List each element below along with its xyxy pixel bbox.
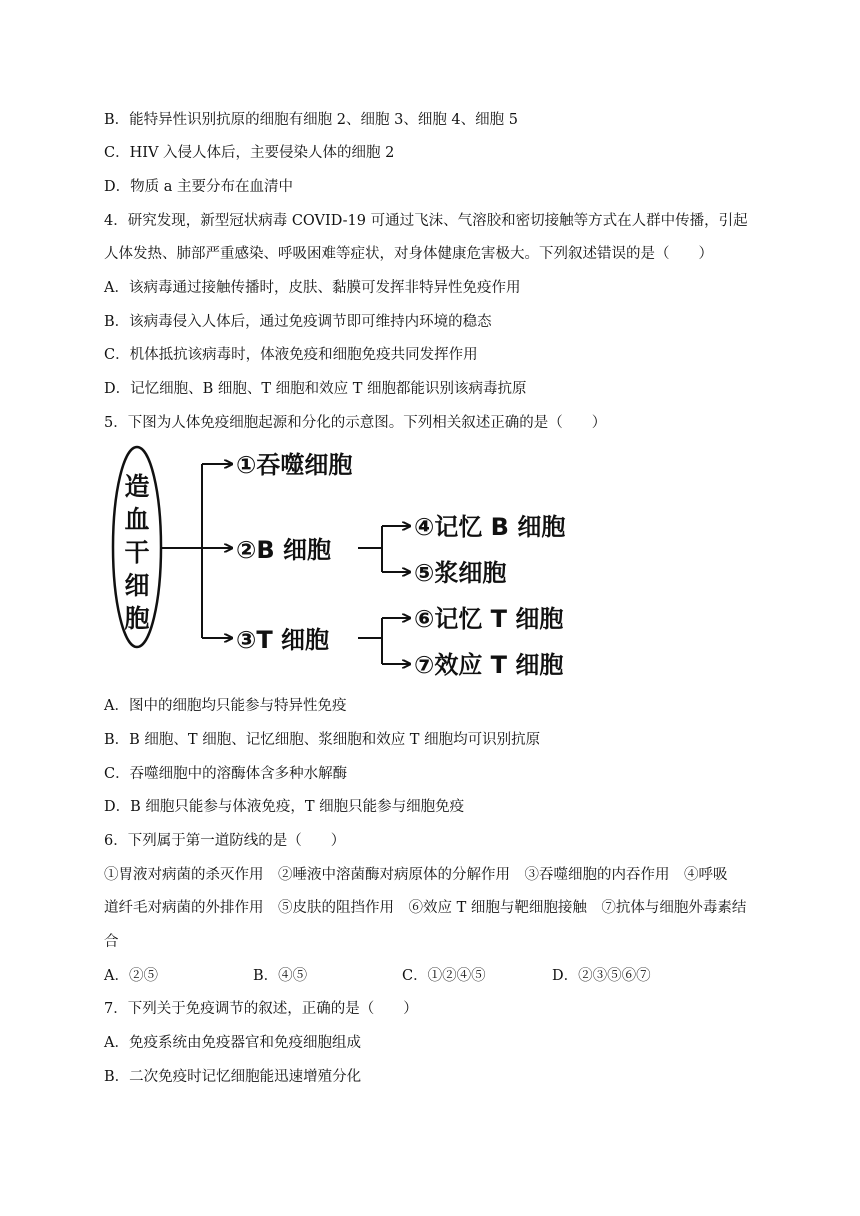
node-effector-t-cell: ⑦效应 T 细胞 <box>414 651 564 679</box>
q6-stem: 6．下列属于第一道防线的是（ ） <box>104 833 346 849</box>
q5-option-a: A．图中的细胞均只能参与特异性免疫 <box>104 698 347 714</box>
node-phagocyte: ①吞噬细胞 <box>236 451 353 479</box>
q6-items-line3: 合 <box>104 934 119 950</box>
b-cell-branch-connectors <box>358 526 410 572</box>
q4-option-c: C．机体抵抗该病毒时，体液免疫和细胞免疫共同发挥作用 <box>104 347 478 363</box>
t-cell-branch-connectors <box>358 618 410 664</box>
q5-option-c: C．吞噬细胞中的溶酶体含多种水解酶 <box>104 766 348 782</box>
q3-option-b: B．能特异性识别抗原的细胞有细胞 2、细胞 3、细胞 4、细胞 5 <box>104 112 518 128</box>
q5-stem: 5．下图为人体免疫细胞起源和分化的示意图。下列相关叙述正确的是（ ） <box>104 415 607 431</box>
q4-option-b: B．该病毒侵入人体后，通过免疫调节即可维持内环境的稳态 <box>104 314 492 330</box>
q5-option-b: B．B 细胞、T 细胞、记忆细胞、浆细胞和效应 T 细胞均可识别抗原 <box>104 732 541 748</box>
source-char-4: 细 <box>124 571 150 600</box>
q6-items-line2: 道纤毛对病菌的外排作用 ⑤皮肤的阻挡作用 ⑥效应 T 细胞与靶细胞接触 ⑦抗体与细胞外毒素结 <box>104 900 747 916</box>
first-level-nodes <box>236 451 352 654</box>
q6-option-d: D．②③⑤⑥⑦ <box>552 968 651 984</box>
q3-option-d: D．物质 a 主要分布在血清中 <box>104 179 293 195</box>
q6-option-b: B．④⑤ <box>253 968 308 984</box>
node-memory-b-cell: ④记忆 B 细胞 <box>414 513 566 541</box>
q6-option-c: C．①②④⑤ <box>402 968 486 984</box>
q3-option-c: C．HIV 入侵人体后，主要侵染人体的细胞 2 <box>104 145 395 161</box>
hematopoietic-stem-cell-label <box>124 472 149 633</box>
source-char-1: 造 <box>124 472 150 501</box>
source-char-3: 干 <box>124 538 150 567</box>
node-b-cell: ②B 细胞 <box>236 536 331 564</box>
source-char-2: 血 <box>124 505 150 534</box>
source-char-5: 胞 <box>124 604 150 633</box>
q7-stem: 7．下列关于免疫调节的叙述，正确的是（ ） <box>104 1001 418 1017</box>
q4-stem-line2: 人体发热、肺部严重感染、呼吸困难等症状，对身体健康危害极大。下列叙述错误的是（ ） <box>104 246 713 262</box>
immune-cell-differentiation-diagram <box>104 442 604 690</box>
first-level-connectors <box>161 464 232 638</box>
q6-option-a: A．②⑤ <box>104 968 158 984</box>
node-t-cell: ③T 细胞 <box>236 626 330 654</box>
node-memory-t-cell: ⑥记忆 T 细胞 <box>414 605 564 633</box>
q7-option-a: A．免疫系统由免疫器官和免疫细胞组成 <box>104 1035 361 1051</box>
q5-option-d: D．B 细胞只能参与体液免疫，T 细胞只能参与细胞免疫 <box>104 799 465 815</box>
q7-option-b: B．二次免疫时记忆细胞能迅速增殖分化 <box>104 1069 362 1085</box>
q6-items-line1: ①胃液对病菌的杀灭作用 ②唾液中溶菌酶对病原体的分解作用 ③吞噬细胞的内吞作用 ④呼吸 <box>104 867 728 883</box>
q4-stem-line1: 4．研究发现，新型冠状病毒 COVID-19 可通过飞沫、气溶胶和密切接触等方式在人群中传播，引起 <box>104 213 748 229</box>
q4-option-d: D．记忆细胞、B 细胞、T 细胞和效应 T 细胞都能识别该病毒抗原 <box>104 381 527 397</box>
node-plasma-cell: ⑤浆细胞 <box>414 559 507 587</box>
second-level-nodes <box>414 513 565 679</box>
q4-option-a: A．该病毒通过接触传播时，皮肤、黏膜可发挥非特异性免疫作用 <box>104 280 521 296</box>
